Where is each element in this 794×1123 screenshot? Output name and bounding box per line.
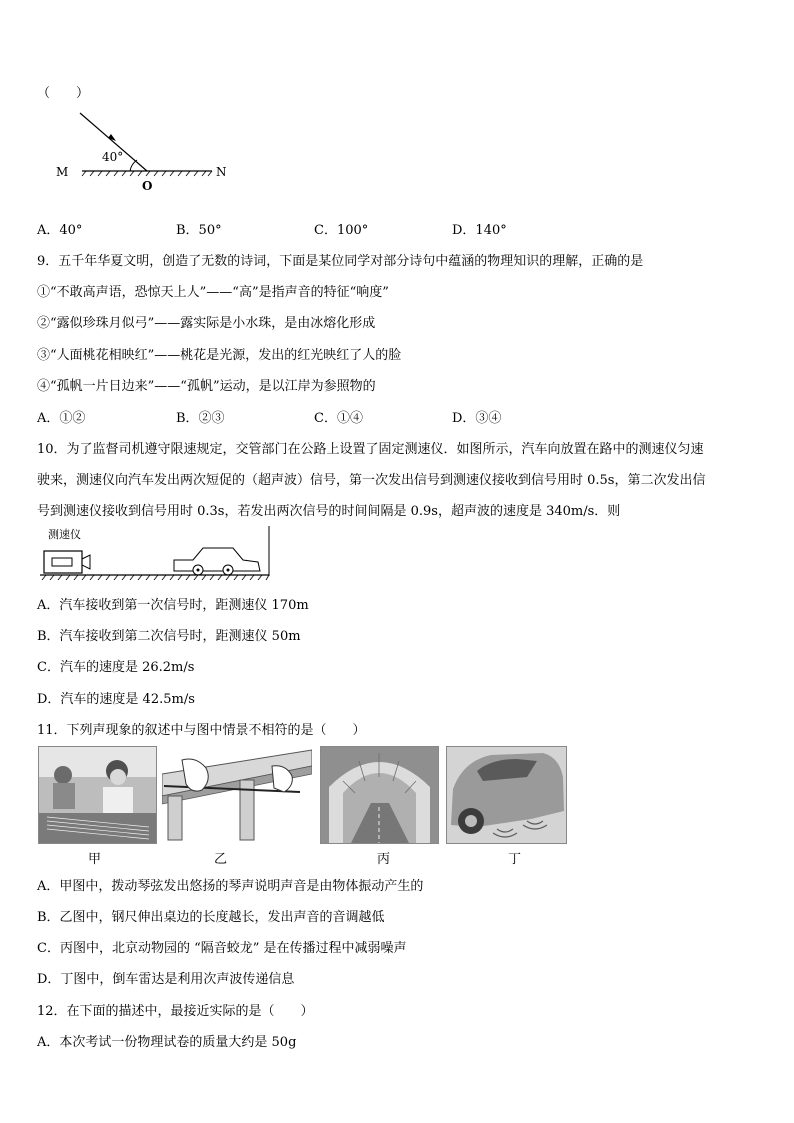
- q8-reflection-figure: [50, 105, 240, 195]
- q10-option-b[interactable]: B．汽车接收到第二次信号时，距测速仪 50m: [37, 629, 301, 644]
- q11-caption-ding: 丁: [508, 852, 522, 867]
- q8-stem-tail: （ ）: [37, 86, 90, 101]
- q11-caption-jia: 甲: [88, 852, 102, 867]
- q10-speed-radar-figure: [38, 524, 270, 584]
- q8-option-d[interactable]: D．140°: [452, 223, 507, 238]
- q11-photo-yi: [162, 746, 312, 842]
- q9-item-3: ③“人面桃花相映红”——桃花是光源，发出的红光映红了人的脸: [37, 348, 402, 363]
- q10-option-a[interactable]: A．汽车接收到第一次信号时，距测速仪 170m: [37, 598, 309, 613]
- q8-angle-label: 40°: [102, 150, 124, 164]
- q8-label-n: N: [216, 165, 227, 179]
- q8-option-c[interactable]: C．100°: [314, 223, 369, 238]
- q10-option-c[interactable]: C．汽车的速度是 26.2m/s: [37, 660, 195, 675]
- q11-stem: 11．下列声现象的叙述中与图中情景不相符的是（ ）: [37, 723, 366, 738]
- q11-photo-ding: [446, 746, 567, 844]
- q8-label-m: M: [56, 165, 69, 179]
- q11-photo-jia: [38, 746, 157, 844]
- q10-stem-line-2: 驶来，测速仪向汽车发出两次短促的（超声波）信号，第一次发出信号到测速仪接收到信号用时 0.5s，第二次发出信: [37, 473, 706, 488]
- q9-option-c[interactable]: C．①④: [314, 411, 363, 426]
- q9-option-a[interactable]: A．①②: [37, 411, 86, 426]
- q8-option-b[interactable]: B．50°: [176, 223, 222, 238]
- q12-stem: 12．在下面的描述中，最接近实际的是（ ）: [37, 1004, 314, 1019]
- q9-item-1: ①“不敢高声语，恐惊天上人”——“高”是指声音的特征“响度”: [37, 285, 389, 300]
- q10-stem-line-1: 10．为了监督司机遵守限速规定，交管部门在公路上设置了固定测速仪．如图所示，汽车向放置在路中的测速仪匀速: [37, 442, 704, 457]
- q11-photo-bing: [320, 746, 439, 844]
- q10-figure-label: 测速仪: [48, 528, 81, 541]
- q9-stem: 9．五千年华夏文明，创造了无数的诗词，下面是某位同学对部分诗句中蕴涵的物理知识的理解，正确的是: [37, 254, 644, 269]
- q11-option-a[interactable]: A．甲图中，拨动琴弦发出悠扬的琴声说明声音是由物体振动产生的: [37, 879, 424, 894]
- q9-item-2: ②“露似珍珠月似弓”——露实际是小水珠，是由冰熔化形成: [37, 316, 376, 331]
- q11-option-d[interactable]: D．丁图中，倒车雷达是利用次声波传递信息: [37, 972, 295, 987]
- q9-options: [37, 407, 637, 425]
- q9-item-4: ④“孤帆一片日边来”——“孤帆”运动，是以江岸为参照物的: [37, 379, 376, 394]
- q9-option-b[interactable]: B．②③: [176, 411, 225, 426]
- q10-option-d[interactable]: D．汽车的速度是 42.5m/s: [37, 692, 195, 707]
- q8-options: [37, 219, 637, 237]
- q8-label-o: O: [142, 179, 153, 193]
- q11-option-b[interactable]: B．乙图中，钢尺伸出桌边的长度越长，发出声音的音调越低: [37, 910, 385, 925]
- q10-stem-line-3: 号到测速仪接收到信号用时 0.3s，若发出两次信号的时间间隔是 0.9s，超声波的速度是 340m/s．则: [37, 504, 621, 519]
- q8-option-a[interactable]: A．40°: [37, 223, 83, 238]
- q11-caption-yi: 乙: [214, 852, 228, 867]
- q12-option-a[interactable]: A．本次考试一份物理试卷的质量大约是 50g: [37, 1035, 297, 1050]
- q11-option-c[interactable]: C．丙图中，北京动物园的 “隔音蛟龙” 是在传播过程中减弱噪声: [37, 941, 407, 956]
- q11-caption-bing: 丙: [377, 852, 391, 867]
- q9-option-d[interactable]: D．③④: [452, 411, 502, 426]
